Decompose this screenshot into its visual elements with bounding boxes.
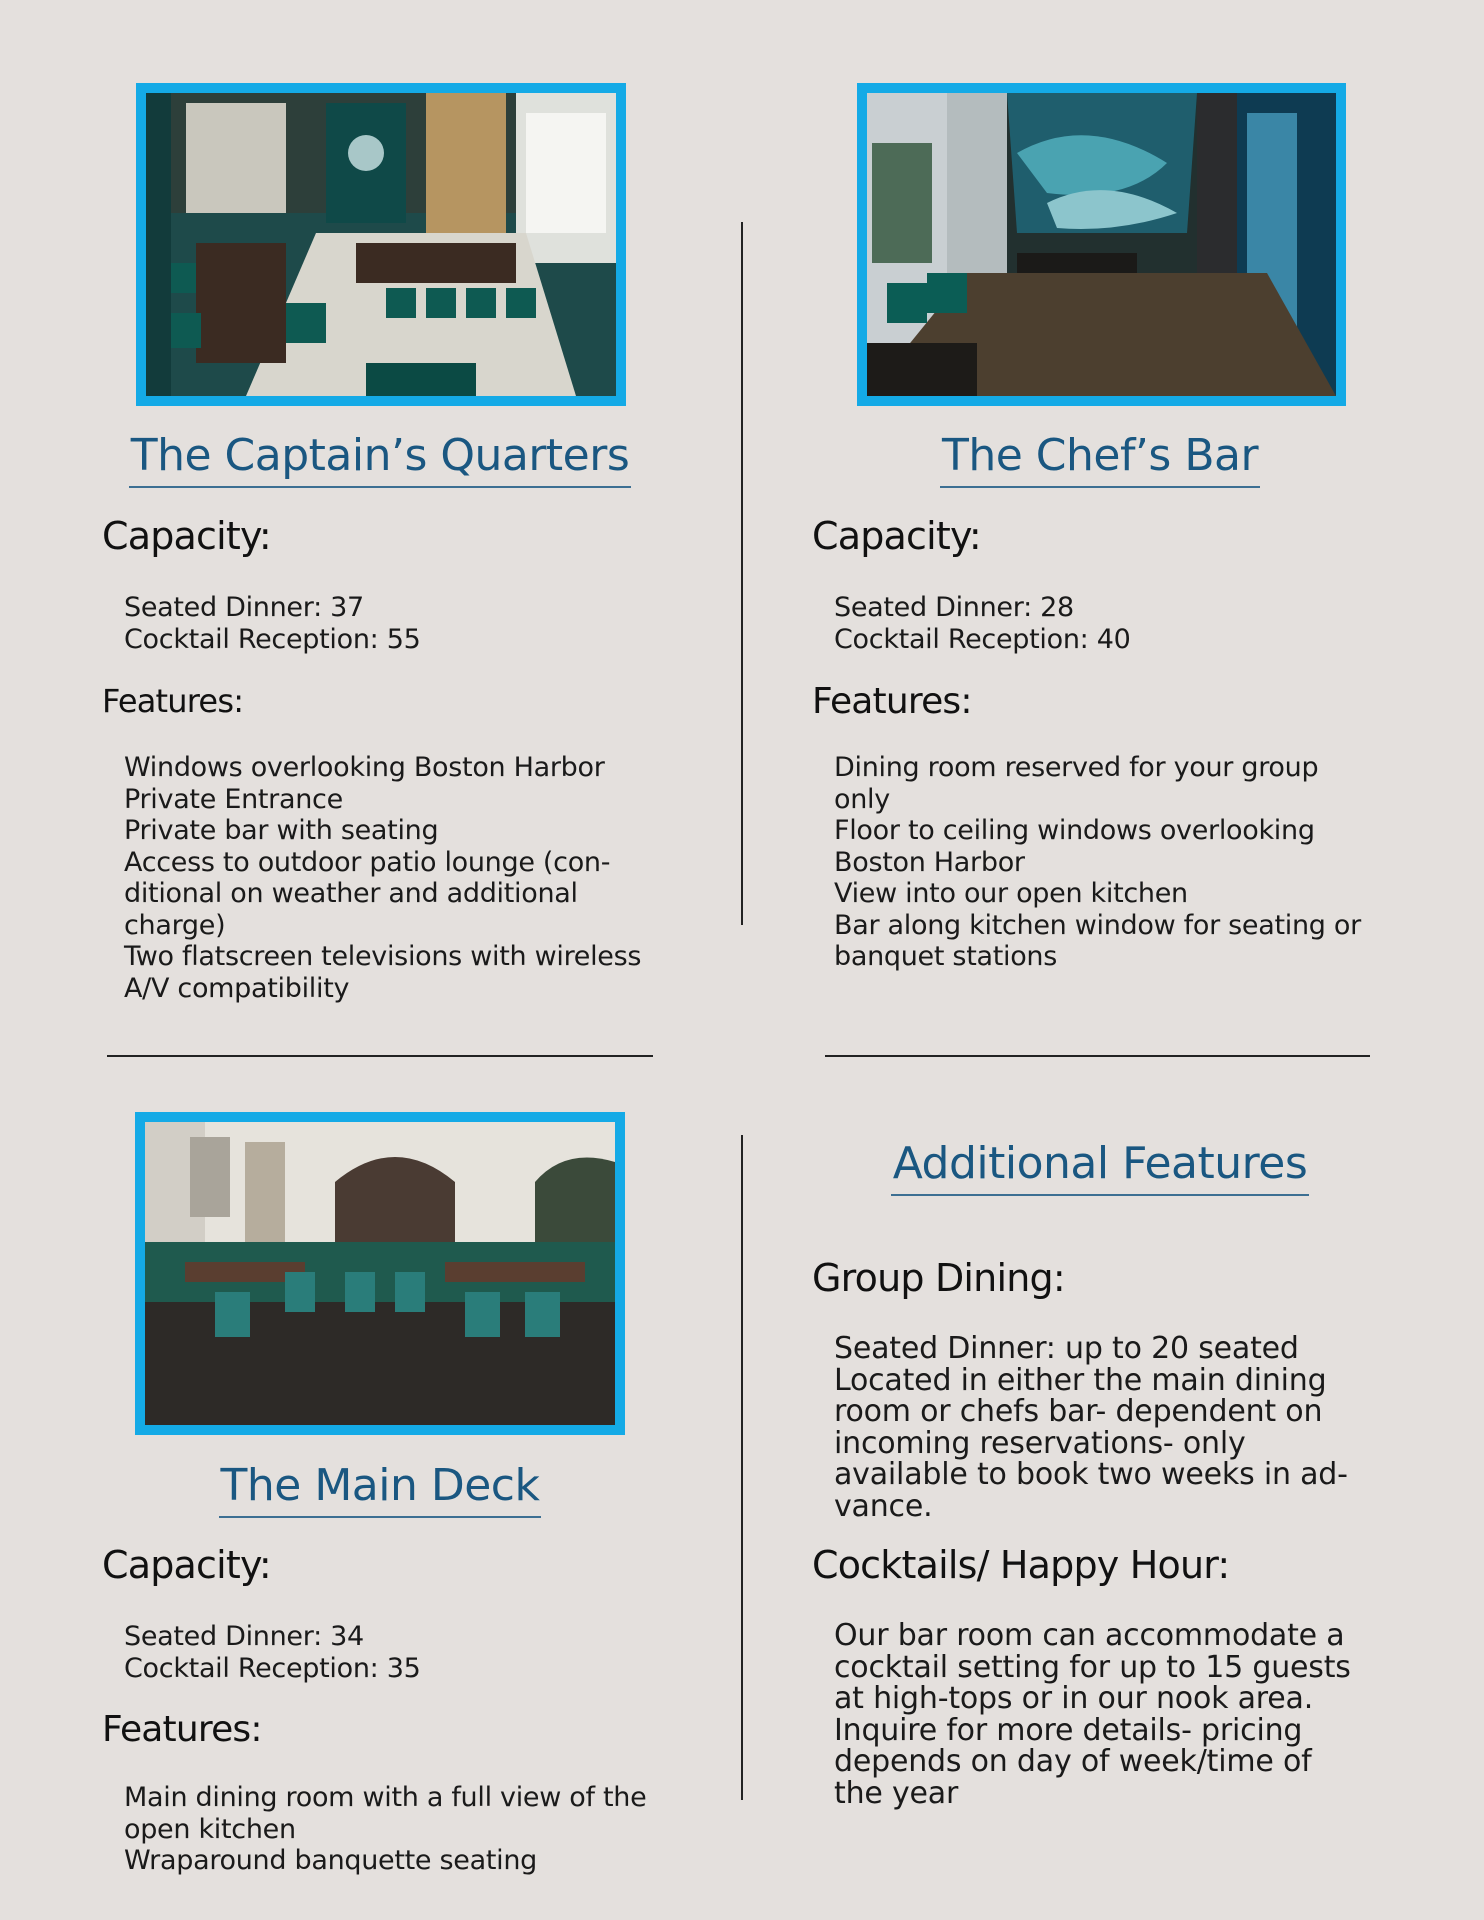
list-item: Cocktail Reception: 35 <box>124 1652 421 1684</box>
chefs-bar-title <box>800 432 1400 488</box>
captains-quarters-features-list <box>124 752 641 1004</box>
horizontal-divider-left <box>107 1055 653 1057</box>
list-item: Bar along kitchen window for seating or <box>834 909 1361 941</box>
list-item: Seated Dinner: 37 <box>124 592 364 623</box>
list-item: Inquire for more details- pricing <box>834 1712 1303 1748</box>
list-item: only <box>834 783 890 815</box>
list-item: banquet stations <box>834 941 1058 972</box>
main-deck-photo <box>135 1112 625 1435</box>
list-item: View into our open kitchen <box>834 878 1188 909</box>
additional-features-title <box>800 1140 1400 1196</box>
main-deck-capacity-heading: Capacity: <box>102 1543 271 1587</box>
list-item: A/V compatibility <box>124 972 350 1004</box>
list-item: the year <box>834 1775 959 1811</box>
list-item: Private bar with seating <box>124 815 439 846</box>
list-item: Cocktail Reception: 55 <box>124 623 421 655</box>
chefs-bar-title-text: The Chef’s Bar <box>940 432 1260 488</box>
additional-features-title-text: Additional Features <box>891 1140 1310 1196</box>
group-dining-list <box>834 1333 1348 1522</box>
chefs-bar-capacity-list <box>834 592 1130 655</box>
list-item: Located in either the main dining <box>834 1362 1327 1398</box>
captains-quarters-capacity-list <box>124 592 420 655</box>
chefs-bar-features-list <box>834 752 1361 973</box>
list-item: Floor to ceiling windows overlooking <box>834 815 1315 846</box>
vertical-divider-bottom <box>741 1135 743 1800</box>
captains-quarters-photo <box>136 83 626 406</box>
list-item: incoming reservations- only <box>834 1425 1246 1461</box>
captains-quarters-title-text: The Captain’s Quarters <box>129 432 632 488</box>
captains-quarters-features-heading: Features: <box>102 682 244 720</box>
list-item: vance. <box>834 1488 933 1524</box>
list-item: Two flatscreen televisions with wireless <box>124 941 642 972</box>
main-deck-title-text: The Main Deck <box>219 1462 542 1518</box>
list-item: open kitchen <box>124 1813 296 1845</box>
vertical-divider-top <box>741 222 743 925</box>
cocktails-heading: Cocktails/ Happy Hour: <box>812 1543 1230 1587</box>
list-item: Dining room reserved for your group <box>834 752 1319 783</box>
list-item: Cocktail Reception: 40 <box>834 623 1131 655</box>
list-item: Seated Dinner: up to 20 seated <box>834 1331 1299 1366</box>
main-deck-features-list <box>124 1782 646 1877</box>
list-item: Boston Harbor <box>834 846 1025 878</box>
main-deck-title <box>80 1462 680 1518</box>
main-deck-capacity-list <box>124 1621 420 1684</box>
chefs-bar-features-heading: Features: <box>812 681 972 722</box>
horizontal-divider-right <box>825 1055 1370 1057</box>
captains-quarters-title <box>80 432 680 488</box>
list-item: Main dining room with a full view of the <box>124 1782 647 1813</box>
list-item: depends on day of week/time of <box>834 1744 1312 1779</box>
list-item: available to book two weeks in ad- <box>834 1457 1348 1492</box>
main-deck-features-heading: Features: <box>102 1709 262 1750</box>
list-item: Our bar room can accommodate a <box>834 1618 1345 1653</box>
list-item: cocktail setting for up to 15 guests <box>834 1649 1351 1685</box>
list-item: Seated Dinner: 34 <box>124 1621 364 1652</box>
list-item: Private Entrance <box>124 783 343 815</box>
cocktails-list <box>834 1620 1351 1809</box>
list-item: Seated Dinner: 28 <box>834 592 1074 623</box>
list-item: at high-tops or in our nook area. <box>834 1681 1314 1716</box>
group-dining-heading: Group Dining: <box>812 1256 1065 1300</box>
captains-quarters-capacity-heading: Capacity: <box>102 514 271 558</box>
list-item: ditional on weather and additional <box>124 878 578 909</box>
chefs-bar-photo <box>857 83 1346 406</box>
list-item: room or chefs bar- dependent on <box>834 1394 1323 1429</box>
list-item: charge) <box>124 909 226 941</box>
list-item: Windows overlooking Boston Harbor <box>124 752 605 783</box>
list-item: Access to outdoor patio lounge (con- <box>124 846 611 878</box>
chefs-bar-capacity-heading: Capacity: <box>812 514 981 558</box>
list-item: Wraparound banquette seating <box>124 1845 537 1876</box>
